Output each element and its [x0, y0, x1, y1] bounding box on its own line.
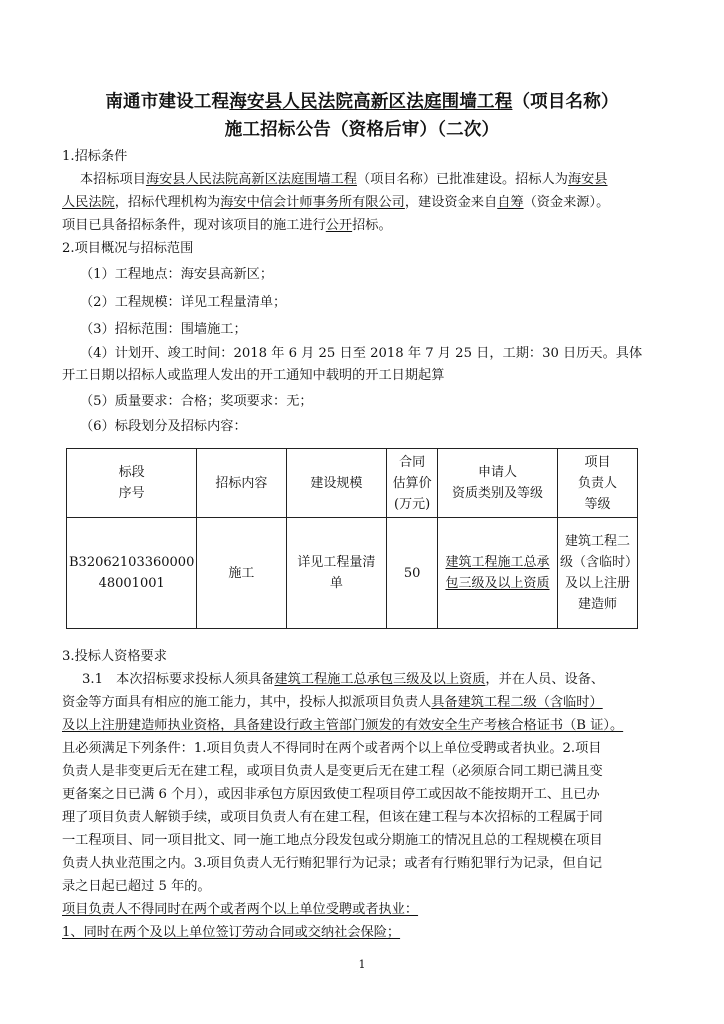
section2-item-quality: （5）质量要求：合格；奖项要求：无； [80, 394, 313, 409]
section3-line11: 项目负责人不得同时在两个或者两个以上单位受聘或者执业： [62, 902, 419, 917]
section2-heading: 2.项目概况与招标范围 [62, 241, 194, 256]
cell-lot-code: B32062103360000 48001001 [67, 518, 197, 629]
section3-line10: 录之日起已超过 5 年的。 [62, 879, 211, 894]
header-lead: 项目 负责人 等级 [557, 449, 637, 518]
section1-para-line2: 人民法院，招标代理机构为海安中信会计师事务所有限公司，建设资金来自自筹（资金来源）。 [62, 195, 610, 210]
bid-lot-table [66, 448, 638, 629]
table-header-row [67, 449, 638, 518]
header-price: 合同 估算价 (万元) [387, 449, 438, 518]
section2-item-lots: （6）标段划分及招标内容： [80, 419, 247, 434]
header-lot-number: 标段 序号 [67, 449, 197, 518]
section3-line4: 且必须满足下列条件：1.项目负责人不得同时在两个或者两个以上单位受聘或者执业。2.项目 [62, 741, 602, 756]
cell-scale: 详见工程量清 单 [286, 518, 387, 629]
section3-line3: 及以上注册建造师执业资格，具备建设行政主管部门颁发的有效安全生产考核合格证书（B 证）。 [62, 718, 624, 733]
section1-para-line3: 项目已具备招标条件，现对该项目的施工进行公开招标。 [62, 218, 392, 233]
section3-line6: 更备案之日已满 6 个月），或因非承包方原因致使工程项目停工或因故不能按期开工、且已办 [62, 787, 600, 802]
section3-line5: 负责人是非变更后无在建工程，或项目负责人是变更后无在建工程（必须原合同工期已满且变 [62, 764, 603, 779]
header-scale: 建设规模 [286, 449, 387, 518]
cell-price: 50 [387, 518, 438, 629]
title-project-name: 海安县人民法院高新区法庭围墙工程 [229, 92, 513, 112]
title-line-2: 施工招标公告（资格后审）（二次） [224, 120, 500, 140]
page-number: 1 [358, 958, 366, 971]
section1-heading: 1.招标条件 [62, 149, 128, 164]
section3-line1: 3.1 本次招标要求投标人须具备建筑工程施工总承包三级及以上资质，并在人员、设备、 [82, 672, 605, 687]
cell-lead: 建筑工程二 级（含临时） 及以上注册 建造师 [557, 518, 637, 629]
table-row [67, 518, 638, 629]
title-suffix: （项目名称） [512, 92, 619, 112]
section2-item-location: （1）工程地点：海安县高新区； [80, 267, 274, 282]
section3-line8: 一工程项目、同一项目批文、同一施工地点分段发包或分期施工的情况且总的工程规模在项目 [62, 833, 603, 848]
header-qualification: 申请人 资质类别及等级 [438, 449, 558, 518]
cell-qualification: 建筑工程施工总承 包三级及以上资质 [438, 518, 558, 629]
header-content: 招标内容 [197, 449, 286, 518]
title-line-1 [40, 88, 684, 113]
section2-item-schedule-line1: （4）计划开、竣工时间：2018 年 6 月 25 日至 2018 年 7 月 25 日，工期：30 日历天。具体 [80, 346, 643, 361]
section2-item-scale: （2）工程规模：详见工程量清单； [80, 295, 287, 310]
title-prefix: 南通市建设工程 [105, 92, 230, 112]
cell-content: 施工 [197, 518, 286, 629]
section3-line12: 1、同时在两个及以上单位签订劳动合同或交纳社会保险； [62, 925, 401, 940]
section3-line7: 理了项目负责人解锁手续，或项目负责人有在建工程，但该在建工程与本次招标的工程属于同 [62, 810, 603, 825]
section3-line2: 资金等方面具有相应的施工能力，其中，投标人拟派项目负责人具备建筑工程二级（含临时） [62, 695, 603, 710]
section2-item-scope: （3）招标范围：围墙施工； [80, 322, 247, 337]
section1-para-line1: 本招标项目海安县人民法院高新区法庭围墙工程（项目名称）已批准建设。招标人为海安县 [80, 172, 608, 187]
section3-heading: 3.投标人资格要求 [62, 649, 167, 664]
section3-line9: 负责人执业范围之内。3.项目负责人无行贿犯罪行为记录；或者有行贿犯罪行为记录，但自记 [62, 856, 603, 871]
section2-item-schedule-line2: 开工日期以招标人或监理人发出的开工通知中载明的开工日期起算 [62, 368, 445, 383]
